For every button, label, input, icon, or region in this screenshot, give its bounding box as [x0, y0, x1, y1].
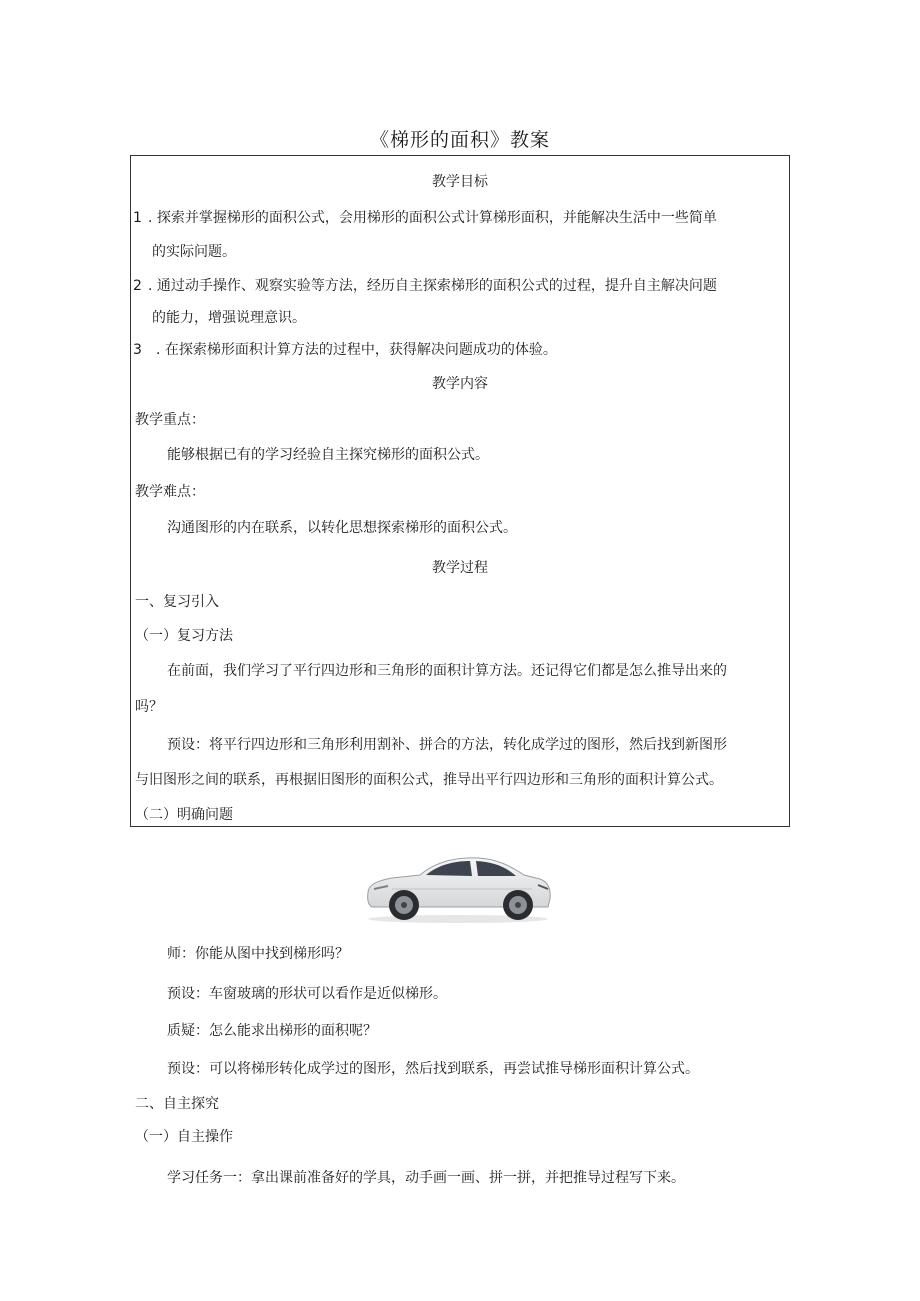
subsection-3-heading: （一）自主操作 — [135, 1129, 233, 1145]
section-2-heading: 二、自主探究 — [135, 1096, 219, 1112]
preset-answer-2: 预设：可以将梯形转化成学过的图形，然后找到联系，再尝试推导梯形面积计算公式。 — [167, 1061, 699, 1077]
preset-paragraph-cont: 与旧图形之间的联系，再根据旧图形的面积公式，推导出平行四边形和三角形的面积计算公式。 — [135, 772, 723, 788]
review-paragraph-cont: 吗？ — [135, 699, 163, 715]
subsection-2-heading: （二）明确问题 — [135, 807, 233, 823]
teacher-question: 师：你能从图中找到梯形吗？ — [167, 946, 349, 962]
section-1-heading: 一、复习引入 — [135, 594, 219, 610]
goal-3-number: 3 — [133, 342, 142, 358]
goal-1-text: . 探索并掌握梯形的面积公式，会用梯形的面积公式计算梯形面积，并能解决生活中一些简单 — [148, 210, 717, 226]
goal-3-text: . 在探索梯形面积计算方法的过程中，获得解决问题成功的体验。 — [156, 342, 557, 358]
learning-task-1: 学习任务一：拿出课前准备好的学具，动手画一画、拼一拼，并把推导过程写下来。 — [167, 1170, 685, 1186]
doubt-question: 质疑：怎么能求出梯形的面积呢？ — [167, 1023, 377, 1039]
goal-2-text: . 通过动手操作、观察实验等方法，经历自主探索梯形的面积公式的过程，提升自主解决问题 — [148, 278, 717, 294]
goals-heading: 教学目标 — [432, 174, 488, 190]
goal-1-text-cont: 的实际问题。 — [152, 244, 236, 260]
subsection-1-heading: （一）复习方法 — [135, 628, 233, 644]
goal-1-number: 1 — [133, 210, 142, 226]
goal-2-text-cont: 的能力，增强说理意识。 — [152, 310, 306, 326]
goal-2-number: 2 — [133, 278, 142, 294]
content-heading: 教学内容 — [432, 376, 488, 392]
preset-paragraph: 预设：将平行四边形和三角形利用割补、拼合的方法，转化成学过的图形，然后找到新图形 — [167, 737, 727, 753]
preset-answer-1: 预设：车窗玻璃的形状可以看作是近似梯形。 — [167, 986, 447, 1002]
key-point-label: 教学重点： — [135, 412, 205, 428]
difficulty-label: 教学难点： — [135, 484, 205, 500]
car-image — [362, 849, 554, 925]
difficulty-text: 沟通图形的内在联系，以转化思想探索梯形的面积公式。 — [167, 520, 517, 536]
key-point-text: 能够根据已有的学习经验自主探究梯形的面积公式。 — [167, 447, 489, 463]
page-title: 《梯形的面积》教案 — [369, 129, 550, 151]
process-heading: 教学过程 — [432, 560, 488, 576]
review-paragraph: 在前面，我们学习了平行四边形和三角形的面积计算方法。还记得它们都是怎么推导出来的 — [167, 663, 727, 679]
